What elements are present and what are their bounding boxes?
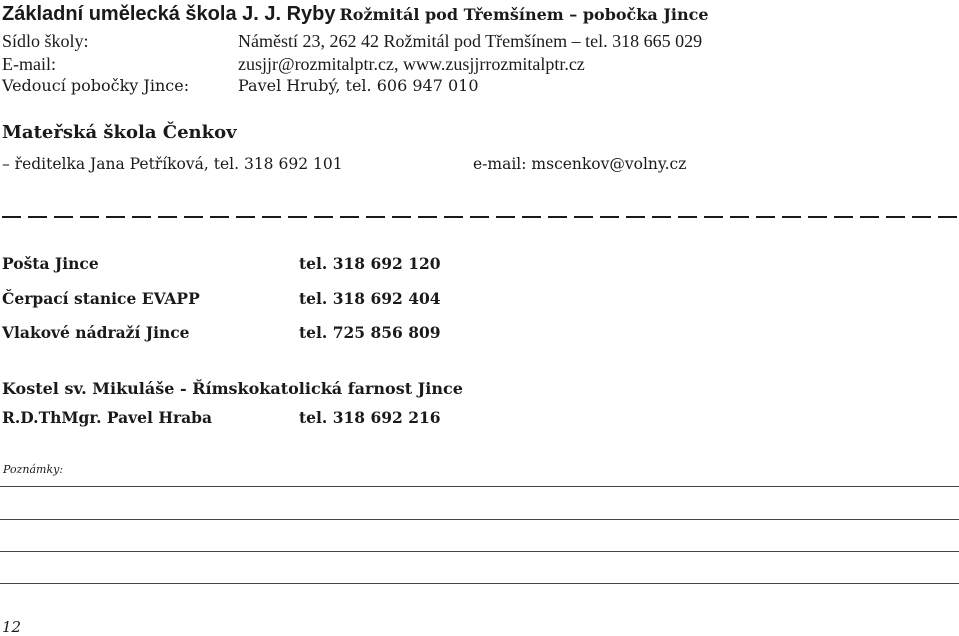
school-title-sub: Rožmitál pod Třemšínem – pobočka Jince <box>339 5 709 24</box>
email-value: zusjjr@rozmitalptr.cz, www.zusjjrrozmitalptr.cz <box>238 54 585 74</box>
school-title <box>2 4 709 24</box>
notes-line-4 <box>0 583 959 584</box>
kindergarten-title: Mateřská škola Čenkov <box>2 122 237 143</box>
page-number: 12 <box>2 618 22 636</box>
seat-value: Náměstí 23, 262 42 Rožmitál pod Třemšínem – tel. 318 665 029 <box>238 31 703 51</box>
notes-line-2 <box>0 519 959 520</box>
seat-label: Sídlo školy: <box>2 31 89 51</box>
notes-label: Poznámky: <box>3 463 64 476</box>
email-label: E-mail: <box>2 54 56 74</box>
church-priest: R.D.ThMgr. Pavel Hraba <box>2 408 213 427</box>
contact-name-train-station: Vlakové nádraží Jince <box>2 323 190 342</box>
contact-phone-gas-station: tel. 318 692 404 <box>299 289 441 308</box>
contact-name-post: Pošta Jince <box>2 254 99 273</box>
contact-phone-train-station: tel. 725 856 809 <box>299 323 441 342</box>
notes-line-1 <box>0 486 959 487</box>
school-title-main: Základní umělecká škola J. J. Ryby <box>2 3 336 25</box>
notes-line-3 <box>0 551 959 552</box>
head-label: Vedoucí pobočky Jince: <box>2 76 190 95</box>
church-title: Kostel sv. Mikuláše - Římskokatolická farnost Jince <box>2 379 463 398</box>
kindergarten-director: – ředitelka Jana Petříková, tel. 318 692 101 <box>2 155 343 173</box>
head-value: Pavel Hrubý, tel. 606 947 010 <box>238 76 479 95</box>
contact-name-gas-station: Čerpací stanice EVAPP <box>2 289 200 308</box>
kindergarten-email: e-mail: mscenkov@volny.cz <box>473 155 687 173</box>
church-phone: tel. 318 692 216 <box>299 408 441 427</box>
contact-phone-post: tel. 318 692 120 <box>299 254 441 273</box>
dashed-separator <box>2 216 958 218</box>
